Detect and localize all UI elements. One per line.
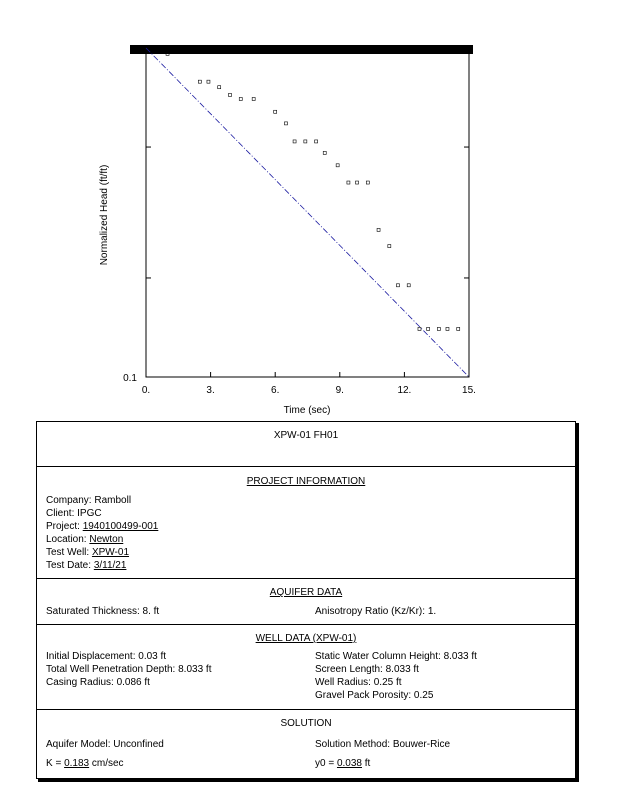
- data-point: [418, 327, 421, 330]
- data-point: [457, 327, 460, 330]
- test-date-value: 3/11/21: [93, 560, 127, 571]
- data-points: [166, 52, 460, 330]
- test-well-row: [46, 547, 129, 558]
- data-point: [239, 97, 242, 100]
- data-point: [336, 164, 339, 167]
- solution-method: Solution Method: Bouwer-Rice: [315, 739, 451, 750]
- x-axis-label: Time (sec): [283, 405, 331, 416]
- anisotropy-ratio: Anisotropy Ratio (Kz/Kr): 1.: [315, 606, 437, 617]
- k-label: K =: [46, 758, 65, 769]
- data-point: [388, 245, 391, 248]
- report-shadow-right: [576, 423, 579, 781]
- data-point: [198, 80, 201, 83]
- data-point: [274, 110, 277, 113]
- company-label: Company:: [46, 495, 92, 506]
- data-point: [218, 86, 221, 89]
- data-point: [323, 151, 326, 154]
- y-axis-label: Normalized Head (ft/ft): [99, 164, 110, 266]
- aquifer-heading: AQUIFER DATA: [269, 587, 343, 598]
- static-water-height: Static Water Column Height: 8.033 ft: [315, 651, 477, 662]
- test-date-row: [46, 560, 126, 571]
- data-point: [304, 140, 307, 143]
- gravel-pack-porosity: Gravel Pack Porosity: 0.25: [315, 690, 434, 701]
- x-tick-labels: [142, 385, 476, 396]
- x-tick-label: 12.: [397, 385, 412, 396]
- data-point: [366, 181, 369, 184]
- company-row: [46, 495, 131, 506]
- data-point: [437, 327, 440, 330]
- location-value: Newton: [89, 534, 124, 545]
- data-point: [377, 228, 380, 231]
- penetration-depth: Total Well Penetration Depth: 8.033 ft: [46, 664, 212, 675]
- x-tick-label: 9.: [335, 385, 344, 396]
- x-tick-label: 15.: [462, 385, 476, 396]
- y0-value: 0.038: [336, 758, 362, 769]
- data-point: [396, 284, 399, 287]
- well-section: [37, 624, 575, 710]
- y-tick-label: 0.1: [123, 373, 137, 384]
- y0-row: [315, 758, 370, 769]
- company-value: Ramboll: [94, 495, 132, 506]
- data-point: [407, 284, 410, 287]
- client-row: [46, 508, 102, 519]
- data-point: [284, 122, 287, 125]
- test-well-value: XPW-01: [91, 547, 130, 558]
- report-title: XPW-01 FH01: [273, 430, 339, 441]
- data-point: [427, 327, 430, 330]
- data-point: [446, 327, 449, 330]
- client-value: IPGC: [77, 508, 102, 519]
- screen-length: Screen Length: 8.033 ft: [315, 664, 419, 675]
- data-point: [207, 80, 210, 83]
- test-well-label: Test Well:: [46, 547, 90, 558]
- x-tick-label: 6.: [271, 385, 280, 396]
- data-point: [347, 181, 350, 184]
- solution-heading: SOLUTION: [280, 718, 332, 729]
- solution-section: [37, 709, 575, 779]
- title-section: [37, 422, 575, 466]
- plot-top-bar: [130, 45, 473, 54]
- data-point: [228, 93, 231, 96]
- project-heading: PROJECT INFORMATION: [246, 476, 366, 487]
- data-point: [252, 97, 255, 100]
- project-section: [37, 466, 575, 579]
- test-date-label: Test Date:: [46, 560, 92, 571]
- aquifer-section: [37, 578, 575, 625]
- y0-label: y0 =: [315, 758, 337, 769]
- data-point: [356, 181, 359, 184]
- casing-radius: Casing Radius: 0.086 ft: [46, 677, 150, 688]
- data-point: [315, 140, 318, 143]
- report-shadow-bottom: [38, 779, 579, 782]
- x-tick-label: 3.: [206, 385, 215, 396]
- location-row: [46, 534, 123, 545]
- well-heading: WELL DATA (XPW-01): [255, 633, 357, 644]
- project-row: [46, 521, 158, 532]
- k-value: 0.183: [64, 758, 90, 769]
- x-tick-label: 0.: [141, 385, 151, 396]
- client-label: Client:: [46, 508, 75, 519]
- well-radius: Well Radius: 0.25 ft: [315, 677, 402, 688]
- data-point: [293, 140, 296, 143]
- k-row: [46, 758, 124, 769]
- initial-displacement: Initial Displacement: 0.03 ft: [46, 651, 167, 662]
- y0-unit: ft: [362, 758, 371, 769]
- report-box: [36, 421, 576, 779]
- project-label: Project:: [46, 521, 80, 532]
- k-unit: cm/sec: [89, 758, 124, 769]
- location-label: Location:: [46, 534, 87, 545]
- aquifer-model: Aquifer Model: Unconfined: [46, 739, 164, 750]
- project-value: 1940100499-001: [82, 521, 159, 532]
- saturated-thickness: Saturated Thickness: 8. ft: [46, 606, 160, 617]
